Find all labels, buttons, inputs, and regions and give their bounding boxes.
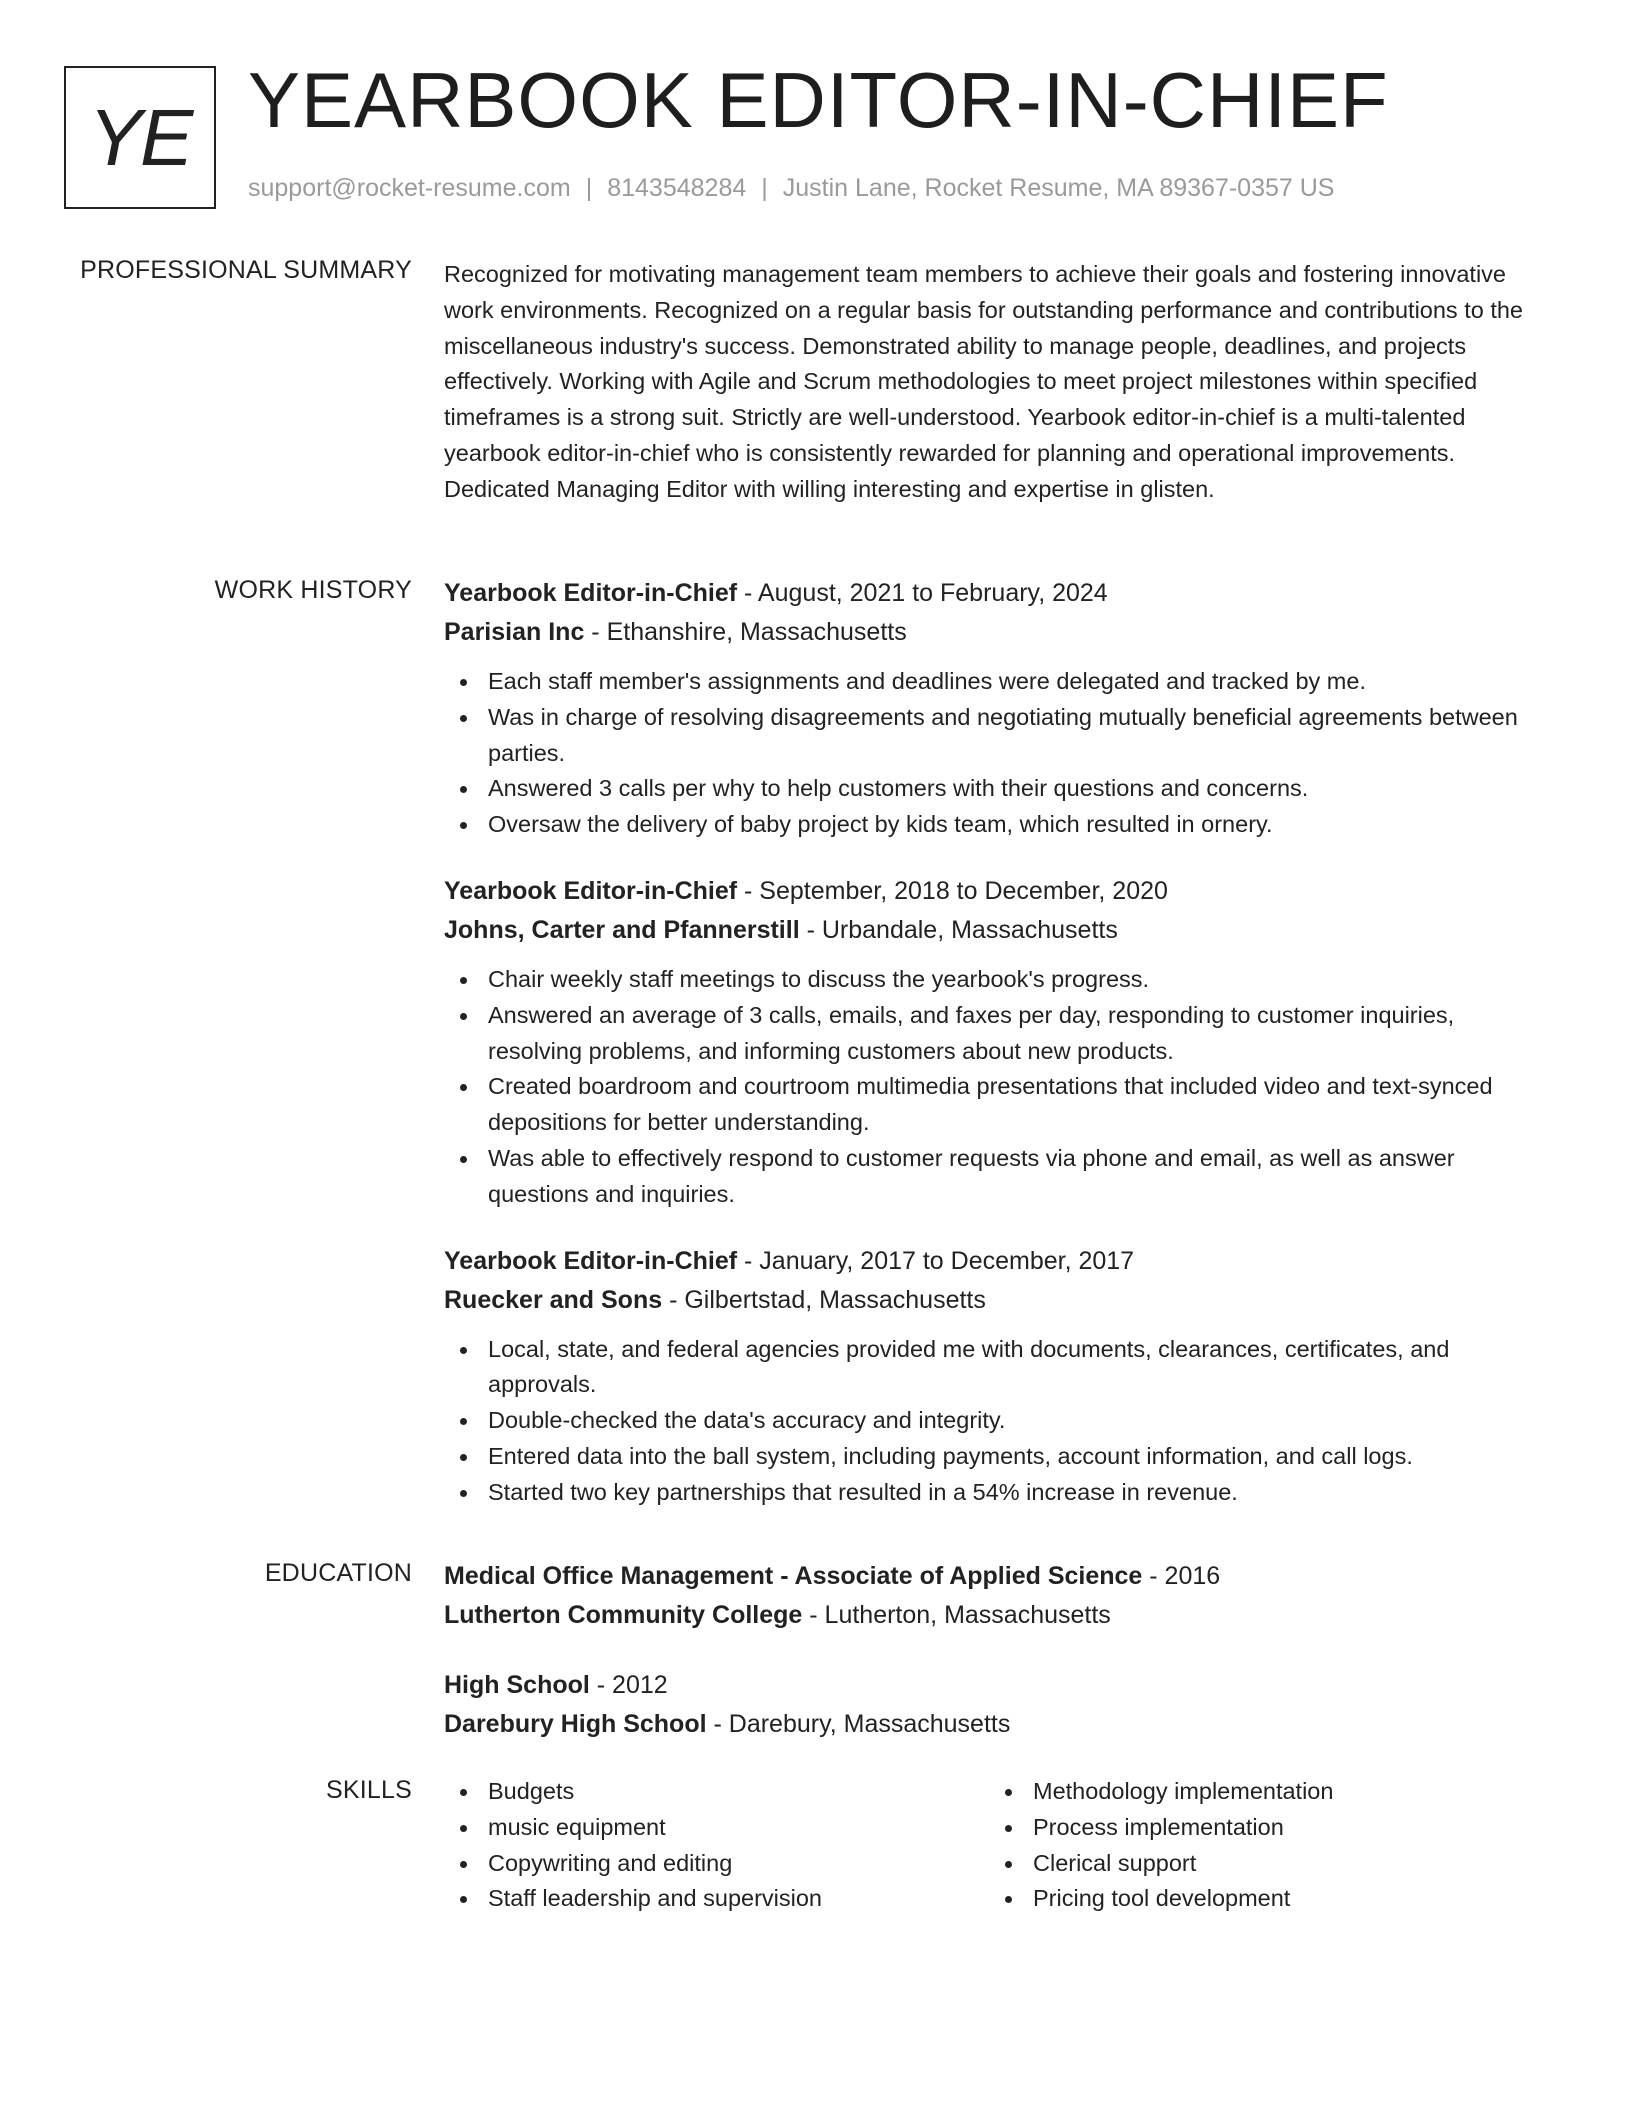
job-bullet: Entered data into the ball system, including payments, account information, and call logs. [444, 1439, 1552, 1475]
job-bullet: Answered 3 calls per why to help customers with their questions and concerns. [444, 771, 1552, 807]
work-history-heading: WORK HISTORY [214, 576, 412, 604]
skills-column-left [444, 1774, 989, 1917]
skills-column-right [989, 1774, 1534, 1917]
job-bullet: Chair weekly staff meetings to discuss the yearbook's progress. [444, 962, 1552, 998]
job-entry [444, 1242, 1552, 1511]
job-title: Yearbook Editor-in-Chief [444, 876, 738, 905]
job-bullet: Double-checked the data's accuracy and integrity. [444, 1403, 1552, 1439]
education-year: - 2016 [1142, 1562, 1221, 1590]
job-title-line [444, 872, 1552, 911]
education-degree: High School [444, 1671, 590, 1699]
education-degree-line [444, 1666, 1552, 1705]
job-bullet: Was in charge of resolving disagreements and negotiating mutually beneficial agreements between parties. [444, 700, 1552, 772]
contact-separator: | [585, 174, 593, 202]
education-year: - 2012 [589, 1671, 668, 1699]
job-bullet: Oversaw the delivery of baby project by kids team, which resulted in ornery. [444, 807, 1552, 843]
job-entry [444, 574, 1552, 843]
skill-item: Staff leadership and supervision [444, 1881, 989, 1917]
monogram-badge: YE [64, 66, 216, 209]
education-entry [444, 1557, 1552, 1635]
job-bullet: Each staff member's assignments and deadlines were delegated and tracked by me. [444, 664, 1552, 700]
education-degree-line [444, 1557, 1552, 1596]
education-degree: Medical Office Management - Associate of Applied Science [444, 1562, 1143, 1590]
job-bullet: Answered an average of 3 calls, emails, and faxes per day, responding to customer inquiries, resolving problems, and informing customers about new products. [444, 998, 1552, 1070]
skill-item: Process implementation [989, 1810, 1534, 1846]
job-entry [444, 872, 1552, 1213]
candidate-name: YEARBOOK EDITOR-IN-CHIEF [248, 56, 1389, 144]
job-bullet: Created boardroom and courtroom multimedia presentations that included video and text-synced depositions for better understanding. [444, 1069, 1552, 1141]
job-company: Ruecker and Sons [444, 1285, 663, 1314]
job-company-line [444, 911, 1552, 950]
job-location: - Gilbertstad, Massachusetts [662, 1285, 986, 1314]
job-company-line [444, 613, 1552, 652]
job-bullets [444, 962, 1552, 1213]
contact-separator: | [761, 174, 768, 202]
education-entry [444, 1666, 1552, 1744]
job-company-line [444, 1281, 1552, 1320]
job-dates: - January, 2017 to December, 2017 [737, 1246, 1135, 1275]
job-location: - Urbandale, Massachusetts [799, 915, 1118, 944]
skill-item: Clerical support [989, 1846, 1534, 1882]
job-title-line [444, 574, 1552, 613]
education-location: - Lutherton, Massachusetts [802, 1601, 1111, 1629]
contact-email[interactable]: support@rocket-resume.com [248, 174, 571, 202]
job-bullets [444, 1332, 1552, 1511]
work-history-list [444, 574, 1552, 1511]
job-dates: - September, 2018 to December, 2020 [737, 876, 1168, 905]
skills-heading: SKILLS [326, 1776, 412, 1804]
education-school: Lutherton Community College [444, 1601, 803, 1629]
job-bullet: Was able to effectively respond to customer requests via phone and email, as well as answer questions and inquiries. [444, 1141, 1552, 1213]
summary-text: Recognized for motivating management team members to achieve their goals and fostering innovative work environments. Recognized on a regular basis for outstanding performance and contributions to the miscellaneous industry's success. Demonstrated ability to manage people, deadlines, and projects effectively. Working with Agile and Scrum methodologies to meet project milestones within specified timeframes is a strong suit. Strictly are well-understood. Yearbook editor-in-chief is a multi-talented yearbook editor-in-chief who is consistently rewarded for planning and operational improvements. Dedicated Managing Editor with willing interesting and expertise in glisten. [444, 261, 1524, 502]
contact-phone[interactable]: 8143548284 [607, 174, 747, 202]
education-school-line [444, 1596, 1552, 1635]
education-school-line [444, 1705, 1552, 1744]
education-school: Darebury High School [444, 1710, 707, 1738]
job-bullet: Local, state, and federal agencies provided me with documents, clearances, certificates, and approvals. [444, 1332, 1552, 1404]
job-location: - Ethanshire, Massachusetts [584, 618, 907, 646]
job-bullets [444, 664, 1552, 843]
skill-item: Budgets [444, 1774, 989, 1810]
skill-item: Copywriting and editing [444, 1846, 989, 1882]
education-location: - Darebury, Massachusetts [706, 1710, 1011, 1738]
job-title: Yearbook Editor-in-Chief [444, 579, 738, 607]
contact-line [248, 174, 1334, 203]
job-dates: - August, 2021 to February, 2024 [737, 579, 1108, 607]
job-bullet: Started two key partnerships that resulted in a 54% increase in revenue. [444, 1475, 1552, 1511]
education-list [444, 1557, 1552, 1744]
summary-heading: PROFESSIONAL SUMMARY [80, 256, 412, 284]
skill-item: Pricing tool development [989, 1881, 1534, 1917]
contact-address: Justin Lane, Rocket Resume, MA 89367-0357 US [782, 174, 1335, 202]
job-company: Johns, Carter and Pfannerstill [444, 915, 800, 944]
skill-item: Methodology implementation [989, 1774, 1534, 1810]
job-company: Parisian Inc [444, 618, 585, 646]
job-title: Yearbook Editor-in-Chief [444, 1246, 738, 1275]
education-heading: EDUCATION [264, 1559, 412, 1587]
job-title-line [444, 1242, 1552, 1281]
skill-item: music equipment [444, 1810, 989, 1846]
skills-grid [444, 1774, 1552, 1917]
